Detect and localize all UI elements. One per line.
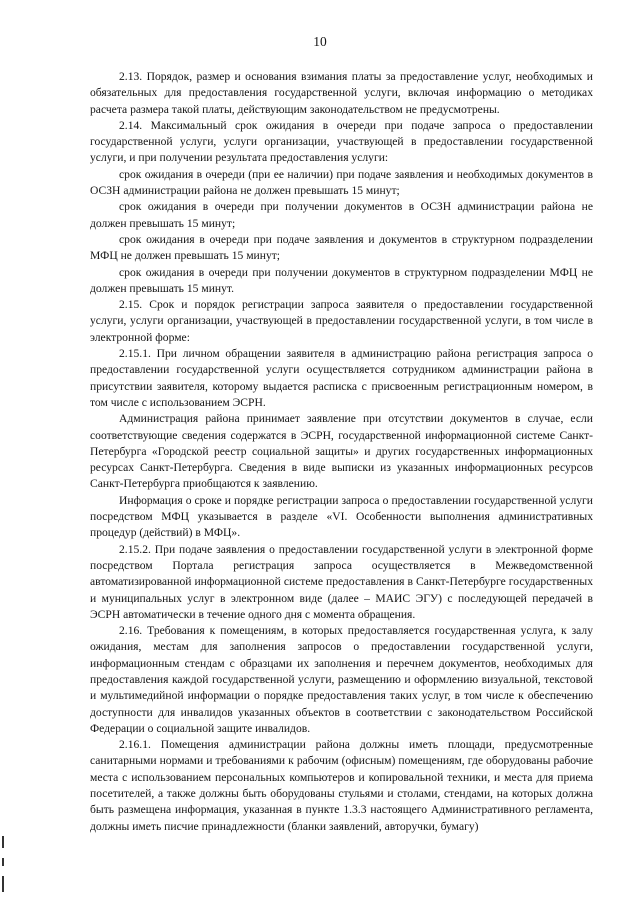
- paragraph-admin-accepts: Администрация района принимает заявление при отсутствии документов в случае, если соответствующие сведения содержатся в ЭСРН, государственной информационной системе Санкт-Петербурга «Городской реестр социальной защиты» и других государственных информационных ресурсах Санкт-Петербурга. Сведения в виде выписки из указанных информационных ресурсов Санкт-Петербурга приобщаются к заявлению.: [90, 412, 593, 491]
- paragraph-2-16-1: 2.16.1. Помещения администрации района должны иметь площади, предусмотренные санитарными нормами и требованиями к рабочим (офисным) помещениям, где оборудованы рабочие места с использованием персональных компьютеров и копировальной техники, и места для приема посетителей, а также должны быть оборудованы стульями и столами, стендами, на которых должна быть размещена информация, указанная в пункте 1.3.3 настоящего Административного регламента, должны иметь писчие принадлежности (бланки заявлений, авторучки, бумагу): [90, 738, 593, 833]
- paragraph-2-15-2: 2.15.2. При подаче заявления о предоставлении государственной услуги в электронной форме посредством Портала регистрация запроса осуществляется в Межведомственной автоматизированной информационной системе предоставления в Санкт-Петербурге государственных и муниципальных услуг в электронном виде (далее – МАИС ЭГУ) с последующей передачей в ЭСРН автоматически в течение одного дня с момента обращения.: [90, 542, 593, 621]
- scan-edge-mark: [2, 836, 4, 848]
- document-body: [90, 69, 593, 835]
- paragraph-2-13: 2.13. Порядок, размер и основания взимания платы за предоставление услуг, необходимых и обязательных для предоставления государственной услуги, включая информацию о методиках расчета размера такой платы, действующим законодательством не предусмотрены.: [90, 70, 593, 116]
- scan-edge-mark: [2, 876, 4, 892]
- paragraph-wait-mfc-submit: срок ожидания в очереди при подаче заявления и документов в структурном подразделении МФЦ не должен превышать 15 минут;: [90, 232, 593, 263]
- paragraph-wait-mfc-receive: срок ожидания в очереди при получении документов в структурном подразделении МФЦ не должен превышать 15 минут.: [90, 265, 593, 295]
- paragraph-wait-osczn-receive: срок ожидания в очереди при получении документов в ОСЗН администрации района не должен превышать 15 минут;: [90, 200, 593, 230]
- paragraph-2-16: 2.16. Требования к помещениям, в которых предоставляется государственная услуга, к залу ожидания, местам для заполнения запросов о предоставлении государственной услуги, информационным стендам с образцами их заполнения и перечнем документов, необходимых для предоставления каждой государственной услуги, размещению и оформлению визуальной, текстовой и мультимедийной информации о порядке предоставления таких услуг, в том числе к обеспечению доступности для инвалидов указанных объектов в соответствии с законодательством Российской Федерации о социальной защите инвалидов.: [90, 624, 593, 735]
- paragraph-mfc-info: Информация о сроке и порядке регистрации запроса о предоставлении государственной услуги посредством МФЦ указывается в разделе «VI. Особенности выполнения административных процедур (действий) в МФЦ».: [90, 493, 593, 540]
- paragraph-wait-osczn-submit: срок ожидания в очереди (при ее наличии) при подаче заявления и необходимых документов в ОСЗН администрации района не должен превышать 15 минут;: [90, 167, 593, 198]
- scan-edge-mark: [2, 858, 4, 866]
- paragraph-2-15: 2.15. Срок и порядок регистрации запроса заявителя о предоставлении государственной услуги, услуги организации, участвующей в предоставлении государственной услуги, в том числе в электронной форме:: [90, 298, 593, 344]
- paragraph-2-15-1: 2.15.1. При личном обращении заявителя в администрацию района регистрация запроса о предоставлении государственной услуги осуществляется сотрудником администрации района в присутствии заявителя, которому выдается расписка с присвоенным регистрационным номером, в том числе с использованием ЭСРН.: [90, 347, 593, 409]
- paragraph-2-14: 2.14. Максимальный срок ожидания в очереди при подаче запроса о предоставлении государственной услуги, услуги организации, участвующей в предоставлении государственной услуги, и при получении результата предоставления услуги:: [90, 118, 593, 165]
- page-number: 10: [313, 34, 327, 49]
